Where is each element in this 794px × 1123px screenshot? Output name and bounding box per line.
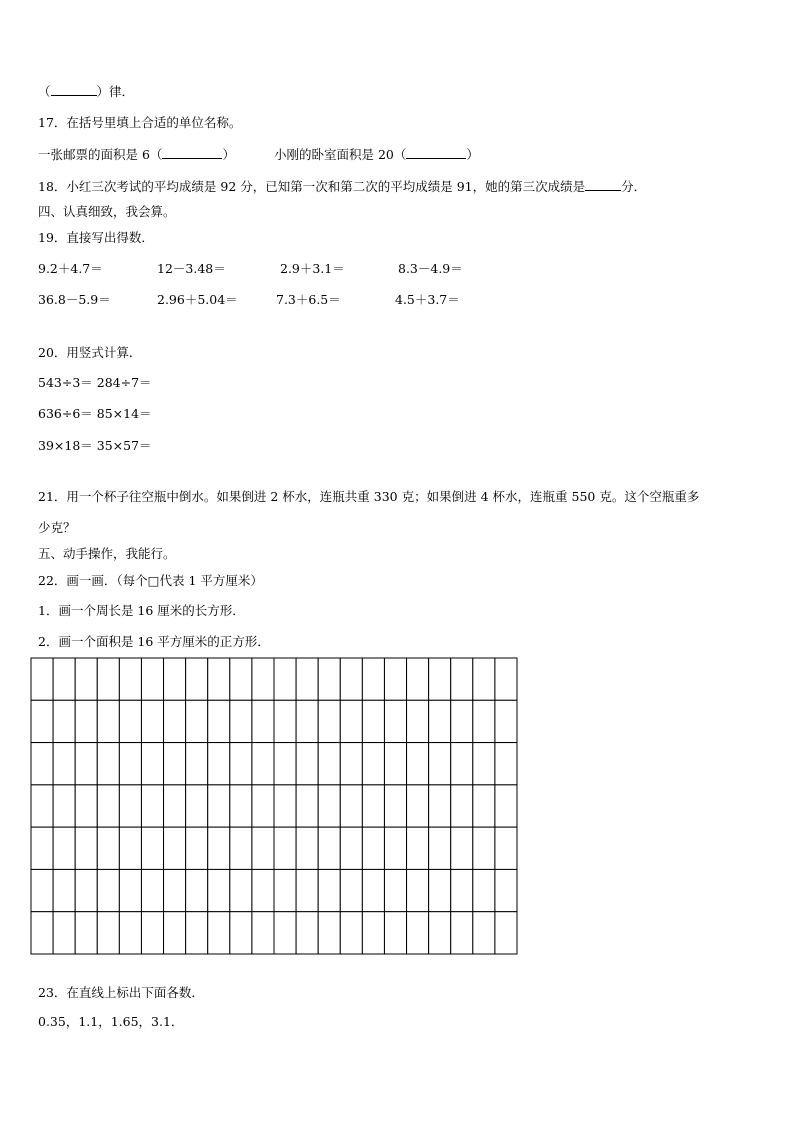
grid-cell[interactable]: [252, 785, 274, 827]
answer-blank[interactable]: [406, 146, 466, 159]
grid-cell[interactable]: [340, 743, 362, 785]
grid-cell[interactable]: [274, 785, 296, 827]
grid-cell[interactable]: [340, 827, 362, 869]
grid-cell[interactable]: [495, 827, 517, 869]
question-22: 22．画一画．（每个□代表 1 平方厘米）: [38, 573, 263, 588]
grid-cell[interactable]: [230, 743, 252, 785]
grid-cell[interactable]: [75, 700, 97, 742]
q20-row: 39×18＝ 35×57＝: [38, 438, 152, 453]
grid-cell[interactable]: [296, 869, 318, 911]
grid-cell[interactable]: [384, 912, 406, 954]
grid-cell[interactable]: [97, 869, 119, 911]
grid-cell[interactable]: [141, 827, 163, 869]
grid-cell[interactable]: [451, 785, 473, 827]
grid-cell[interactable]: [318, 658, 340, 700]
grid-cell[interactable]: [208, 912, 230, 954]
grid-cell[interactable]: [97, 658, 119, 700]
grid-cell[interactable]: [31, 785, 53, 827]
grid-cell[interactable]: [318, 785, 340, 827]
q20-row: 636÷6＝ 85×14＝: [38, 406, 152, 421]
grid-cell[interactable]: [230, 700, 252, 742]
grid-cell[interactable]: [384, 658, 406, 700]
grid-cell[interactable]: [31, 700, 53, 742]
grid-cell[interactable]: [296, 743, 318, 785]
grid-cell[interactable]: [362, 700, 384, 742]
grid-cell[interactable]: [451, 827, 473, 869]
grid-cell[interactable]: [451, 912, 473, 954]
grid-cell[interactable]: [274, 827, 296, 869]
grid-cell[interactable]: [407, 700, 429, 742]
grid-cell[interactable]: [274, 658, 296, 700]
grid-cell[interactable]: [164, 912, 186, 954]
grid-cell[interactable]: [208, 700, 230, 742]
grid-cell[interactable]: [119, 658, 141, 700]
grid-cell[interactable]: [362, 658, 384, 700]
drawing-grid[interactable]: [30, 657, 518, 955]
grid-cell[interactable]: [252, 700, 274, 742]
grid-cell[interactable]: [119, 912, 141, 954]
grid-cell[interactable]: [164, 658, 186, 700]
grid-cell[interactable]: [141, 700, 163, 742]
grid-cell[interactable]: [495, 700, 517, 742]
grid-cell[interactable]: [340, 785, 362, 827]
grid-cell[interactable]: [384, 743, 406, 785]
question-21-cont: 少克？: [38, 520, 76, 535]
answer-blank[interactable]: [162, 146, 222, 159]
grid-cell[interactable]: [97, 700, 119, 742]
grid-cell[interactable]: [97, 912, 119, 954]
grid-cell[interactable]: [75, 827, 97, 869]
expression: 8.3－4.9＝: [398, 261, 463, 276]
grid-cell[interactable]: [429, 743, 451, 785]
grid-cell[interactable]: [407, 827, 429, 869]
grid-cell[interactable]: [451, 700, 473, 742]
grid-cell[interactable]: [230, 912, 252, 954]
grid-cell[interactable]: [252, 912, 274, 954]
grid-cell[interactable]: [252, 869, 274, 911]
grid-cell[interactable]: [495, 869, 517, 911]
expression: 12－3.48＝: [157, 261, 226, 276]
question-20: 20．用竖式计算．: [38, 345, 142, 360]
grid-cell[interactable]: [186, 743, 208, 785]
grid-cell[interactable]: [407, 785, 429, 827]
grid-cell[interactable]: [53, 700, 75, 742]
grid-cell[interactable]: [362, 869, 384, 911]
grid-cell[interactable]: [164, 869, 186, 911]
grid-cell[interactable]: [274, 912, 296, 954]
grid-cell[interactable]: [340, 658, 362, 700]
grid-cell[interactable]: [495, 912, 517, 954]
grid-cell[interactable]: [318, 869, 340, 911]
grid-cell[interactable]: [407, 658, 429, 700]
expression: 9.2＋4.7＝: [38, 261, 103, 276]
grid-cell[interactable]: [164, 700, 186, 742]
grid-cell[interactable]: [429, 785, 451, 827]
grid-cell[interactable]: [230, 785, 252, 827]
grid-cell[interactable]: [384, 700, 406, 742]
grid-cell[interactable]: [97, 743, 119, 785]
grid-cell[interactable]: [318, 827, 340, 869]
grid-cell[interactable]: [429, 827, 451, 869]
grid-cell[interactable]: [119, 743, 141, 785]
grid-cell[interactable]: [119, 785, 141, 827]
grid-cell[interactable]: [340, 869, 362, 911]
question-19: 19．直接写出得数．: [38, 230, 154, 245]
question-18: 18．小红三次考试的平均成绩是 92 分，已知第一次和第二次的平均成绩是 91，她的第三次成绩是 分．: [38, 179, 647, 194]
expression: 2.96＋5.04＝: [157, 292, 238, 307]
answer-blank[interactable]: [51, 83, 97, 96]
grid-cell[interactable]: [473, 827, 495, 869]
grid-cell[interactable]: [473, 658, 495, 700]
grid-cell[interactable]: [473, 785, 495, 827]
grid-cell[interactable]: [429, 658, 451, 700]
expression: 2.9＋3.1＝: [280, 261, 345, 276]
grid-cell[interactable]: [208, 743, 230, 785]
grid-cell[interactable]: [429, 700, 451, 742]
grid-cell[interactable]: [495, 743, 517, 785]
grid-cell[interactable]: [384, 869, 406, 911]
grid-cell[interactable]: [296, 912, 318, 954]
grid-cell[interactable]: [31, 827, 53, 869]
question-21: 21．用一个杯子往空瓶中倒水。如果倒进 2 杯水，连瓶共重 330 克；如果倒进 4 杯水，连瓶重 550 克。这个空瓶重多: [38, 489, 700, 504]
grid-cell[interactable]: [274, 869, 296, 911]
q20-row: 543÷3＝ 284÷7＝: [38, 375, 152, 390]
grid-cell[interactable]: [252, 658, 274, 700]
question-17: 17．在括号里填上合适的单位名称。: [38, 115, 242, 130]
answer-line-fragment: （ ）律．: [38, 84, 135, 99]
grid-cell[interactable]: [186, 869, 208, 911]
grid-cell[interactable]: [429, 912, 451, 954]
grid-cell[interactable]: [208, 785, 230, 827]
grid-cell[interactable]: [75, 743, 97, 785]
grid-cell[interactable]: [119, 700, 141, 742]
section-heading-4: 四、认真细致，我会算。: [38, 204, 176, 219]
grid-cell[interactable]: [53, 827, 75, 869]
grid-cell[interactable]: [296, 700, 318, 742]
grid-cell[interactable]: [230, 869, 252, 911]
grid-cell[interactable]: [473, 743, 495, 785]
grid-cell[interactable]: [451, 869, 473, 911]
question-17-item-a: 一张邮票的面积是 6（ ）: [38, 147, 235, 162]
question-23-numbers: 0.35，1.1，1.65，3.1．: [38, 1014, 184, 1029]
grid-cell[interactable]: [164, 743, 186, 785]
grid-cell[interactable]: [31, 912, 53, 954]
grid-cell[interactable]: [407, 912, 429, 954]
grid-cell[interactable]: [451, 658, 473, 700]
grid-cell[interactable]: [164, 785, 186, 827]
grid-cell[interactable]: [186, 912, 208, 954]
grid-cell[interactable]: [208, 869, 230, 911]
grid-cell[interactable]: [274, 743, 296, 785]
grid-cell[interactable]: [384, 827, 406, 869]
grid-cell[interactable]: [208, 658, 230, 700]
grid-cell[interactable]: [473, 700, 495, 742]
grid-cell[interactable]: [97, 827, 119, 869]
grid-cell[interactable]: [31, 743, 53, 785]
grid-cell[interactable]: [230, 827, 252, 869]
grid-cell[interactable]: [362, 785, 384, 827]
section-heading-5: 五、动手操作，我能行。: [38, 546, 176, 561]
grid-cell[interactable]: [53, 658, 75, 700]
grid-cell[interactable]: [75, 912, 97, 954]
question-22-item-1: 1．画一个周长是 16 厘米的长方形．: [38, 603, 245, 618]
grid-cell[interactable]: [318, 743, 340, 785]
grid-cell[interactable]: [340, 700, 362, 742]
grid-cell[interactable]: [296, 785, 318, 827]
grid-cell[interactable]: [119, 869, 141, 911]
grid-cell[interactable]: [296, 827, 318, 869]
grid-cell[interactable]: [53, 912, 75, 954]
grid-cell[interactable]: [274, 700, 296, 742]
grid-cell[interactable]: [141, 658, 163, 700]
grid-cell[interactable]: [362, 743, 384, 785]
answer-blank[interactable]: [585, 178, 621, 191]
question-23: 23．在直线上标出下面各数．: [38, 985, 204, 1000]
grid-cell[interactable]: [473, 912, 495, 954]
grid-cell[interactable]: [53, 785, 75, 827]
grid-cell[interactable]: [31, 658, 53, 700]
grid-cell[interactable]: [318, 700, 340, 742]
grid-cell[interactable]: [384, 785, 406, 827]
grid-cell[interactable]: [119, 827, 141, 869]
grid-cell[interactable]: [53, 743, 75, 785]
grid-cell[interactable]: [75, 658, 97, 700]
grid-cell[interactable]: [75, 785, 97, 827]
grid-cell[interactable]: [362, 827, 384, 869]
grid-cell[interactable]: [164, 827, 186, 869]
grid-cell[interactable]: [141, 743, 163, 785]
grid-cell[interactable]: [141, 912, 163, 954]
grid-cell[interactable]: [407, 869, 429, 911]
question-22-item-2: 2．画一个面积是 16 平方厘米的正方形．: [38, 634, 270, 649]
grid-cell[interactable]: [495, 785, 517, 827]
grid-cell[interactable]: [429, 869, 451, 911]
grid-cell[interactable]: [473, 869, 495, 911]
expression: 4.5＋3.7＝: [395, 292, 460, 307]
grid-cell[interactable]: [407, 743, 429, 785]
grid-cell[interactable]: [451, 743, 473, 785]
grid-cell[interactable]: [186, 658, 208, 700]
grid-cell[interactable]: [208, 827, 230, 869]
grid-cell[interactable]: [97, 785, 119, 827]
grid-cell[interactable]: [75, 869, 97, 911]
grid-cell[interactable]: [495, 658, 517, 700]
grid-cell[interactable]: [186, 827, 208, 869]
grid-cell[interactable]: [340, 912, 362, 954]
grid-cell[interactable]: [318, 912, 340, 954]
grid-cell[interactable]: [141, 869, 163, 911]
expression: 7.3＋6.5＝: [276, 292, 341, 307]
grid-cell[interactable]: [53, 869, 75, 911]
expression: 36.8－5.9＝: [38, 292, 111, 307]
grid-cell[interactable]: [362, 912, 384, 954]
question-17-item-b: 小刚的卧室面积是 20（ ）: [274, 147, 479, 162]
grid-cell[interactable]: [186, 785, 208, 827]
grid-cell[interactable]: [252, 827, 274, 869]
grid-cell[interactable]: [31, 869, 53, 911]
grid-cell[interactable]: [186, 700, 208, 742]
grid-cell[interactable]: [230, 658, 252, 700]
grid-cell[interactable]: [141, 785, 163, 827]
grid-cell[interactable]: [296, 658, 318, 700]
grid-cell[interactable]: [252, 743, 274, 785]
